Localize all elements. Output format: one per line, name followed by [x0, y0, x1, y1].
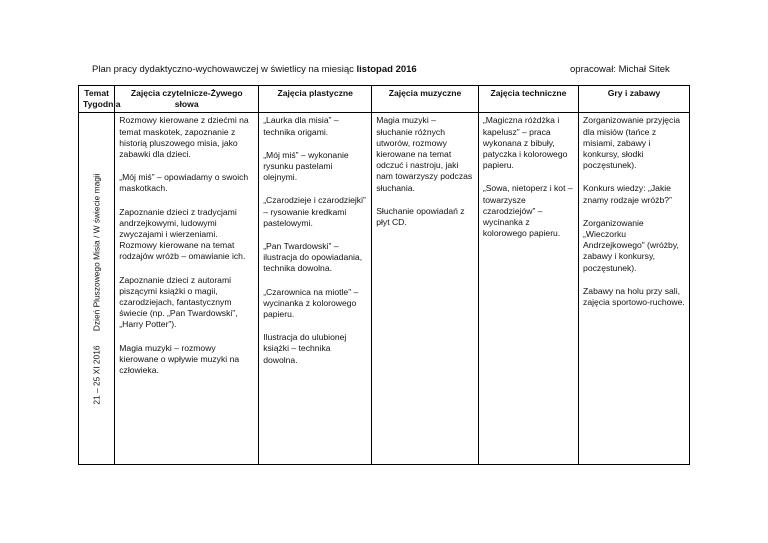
technical-cell — [478, 113, 578, 465]
reading-cell — [115, 113, 259, 465]
week-theme-cell — [79, 113, 115, 465]
list-item: Ilustracja do ulubionej książki – technika dowolna. — [263, 332, 347, 365]
header-reading: Zajęcia czytelnicze-Żywego słowa — [115, 86, 259, 113]
list-item: Słuchanie opowiadań z płyt CD. — [376, 205, 465, 228]
week-dates: 21 – 25 XI 2016 — [91, 345, 102, 405]
week-theme: Dzień Pluszowego Misia / W świecie magii — [91, 173, 102, 332]
list-item: Zorganizowanie przyjęcia dla misiów (tańce z misiami, zabawy i konkursy, słodki poczęstunek). — [583, 115, 681, 171]
games-cell — [579, 113, 690, 465]
list-item: „Mój miś” – wykonanie rysunku pastelami olejnymi. — [263, 149, 349, 183]
header-music: Zajęcia muzyczne — [372, 86, 479, 113]
list-item: Zapoznanie dzieci z autorami piszącymi książki o magii, czarodziejach, fantastycznym świecie (np. „Pan Twardowski”, „Harry Potter”). — [119, 274, 238, 330]
list-item: Konkurs wiedzy: „Jakie znamy rodzaje wróżb?” — [583, 183, 672, 205]
plan-title-prefix: Plan pracy dydaktyczno-wychowawczej w świetlicy na miesiąc — [92, 64, 357, 75]
list-item: Zorganizowanie „Wieczorku Andrzejkowego” (wróżby, zabawy i konkursy, poczęstunek). — [583, 217, 679, 273]
header-theme: Temat Tygodnia — [79, 86, 115, 113]
header-row — [79, 86, 690, 113]
list-item: „Czarodzieje i czarodziejki” – rysowanie kredkami pastelowymi. — [263, 195, 366, 228]
list-item: Magia muzyki – rozmowy kierowane o wpływie muzyki na człowieka. — [119, 342, 240, 376]
list-item: Magia muzyki – słuchanie różnych utworów, rozmowy kierowane na temat odczuć i nastroju, jaki nam towarzyszy podczas słuchania. — [376, 115, 473, 193]
table-row — [79, 113, 690, 465]
list-item: Zabawy na holu przy sali, zajęcia sportowo-ruchowe. — [583, 285, 685, 308]
plan-author: opracował: Michał Sitek — [570, 64, 670, 75]
plan-title-month: listopad 2016 — [356, 64, 417, 75]
list-item: „Pan Twardowski” – ilustracja do opowiadania, technika dowolna. — [263, 241, 363, 274]
list-item: „Czarownica na miotle” – wycinanka z kolorowego papieru. — [263, 286, 359, 320]
list-item: Zapoznanie dzieci z tradycjami andrzejkowymi, ludowymi zwyczajami i wierzeniami. Rozmowy kierowane na temat rodzajów wróżb – omawianie ich. — [119, 206, 246, 262]
plan-title — [92, 64, 417, 75]
plan-table — [78, 85, 690, 465]
header-art: Zajęcia plastyczne — [259, 86, 372, 113]
header-technical: Zajęcia techniczne — [478, 86, 578, 113]
list-item: „Magiczna różdżka i kapelusz” – praca wykonana z bibuły, patyczka i kolorowego papieru. — [482, 115, 568, 171]
header-games: Gry i zabawy — [579, 86, 690, 113]
list-item: „Laurka dla misia” – technika origami. — [263, 115, 339, 137]
music-cell — [372, 113, 479, 465]
list-item: Rozmowy kierowane z dziećmi na temat maskotek, zapoznanie z historią pluszowego misia, jako zabawki dla dzieci. — [119, 115, 249, 160]
list-item: „Sowa, nietoperz i kot – towarzysze czarodziejów” – wycinanka z kolorowego papieru. — [482, 183, 573, 239]
art-cell — [259, 113, 372, 465]
list-item: „Mój miś” – opowiadamy o swoich maskotkach. — [119, 172, 249, 194]
